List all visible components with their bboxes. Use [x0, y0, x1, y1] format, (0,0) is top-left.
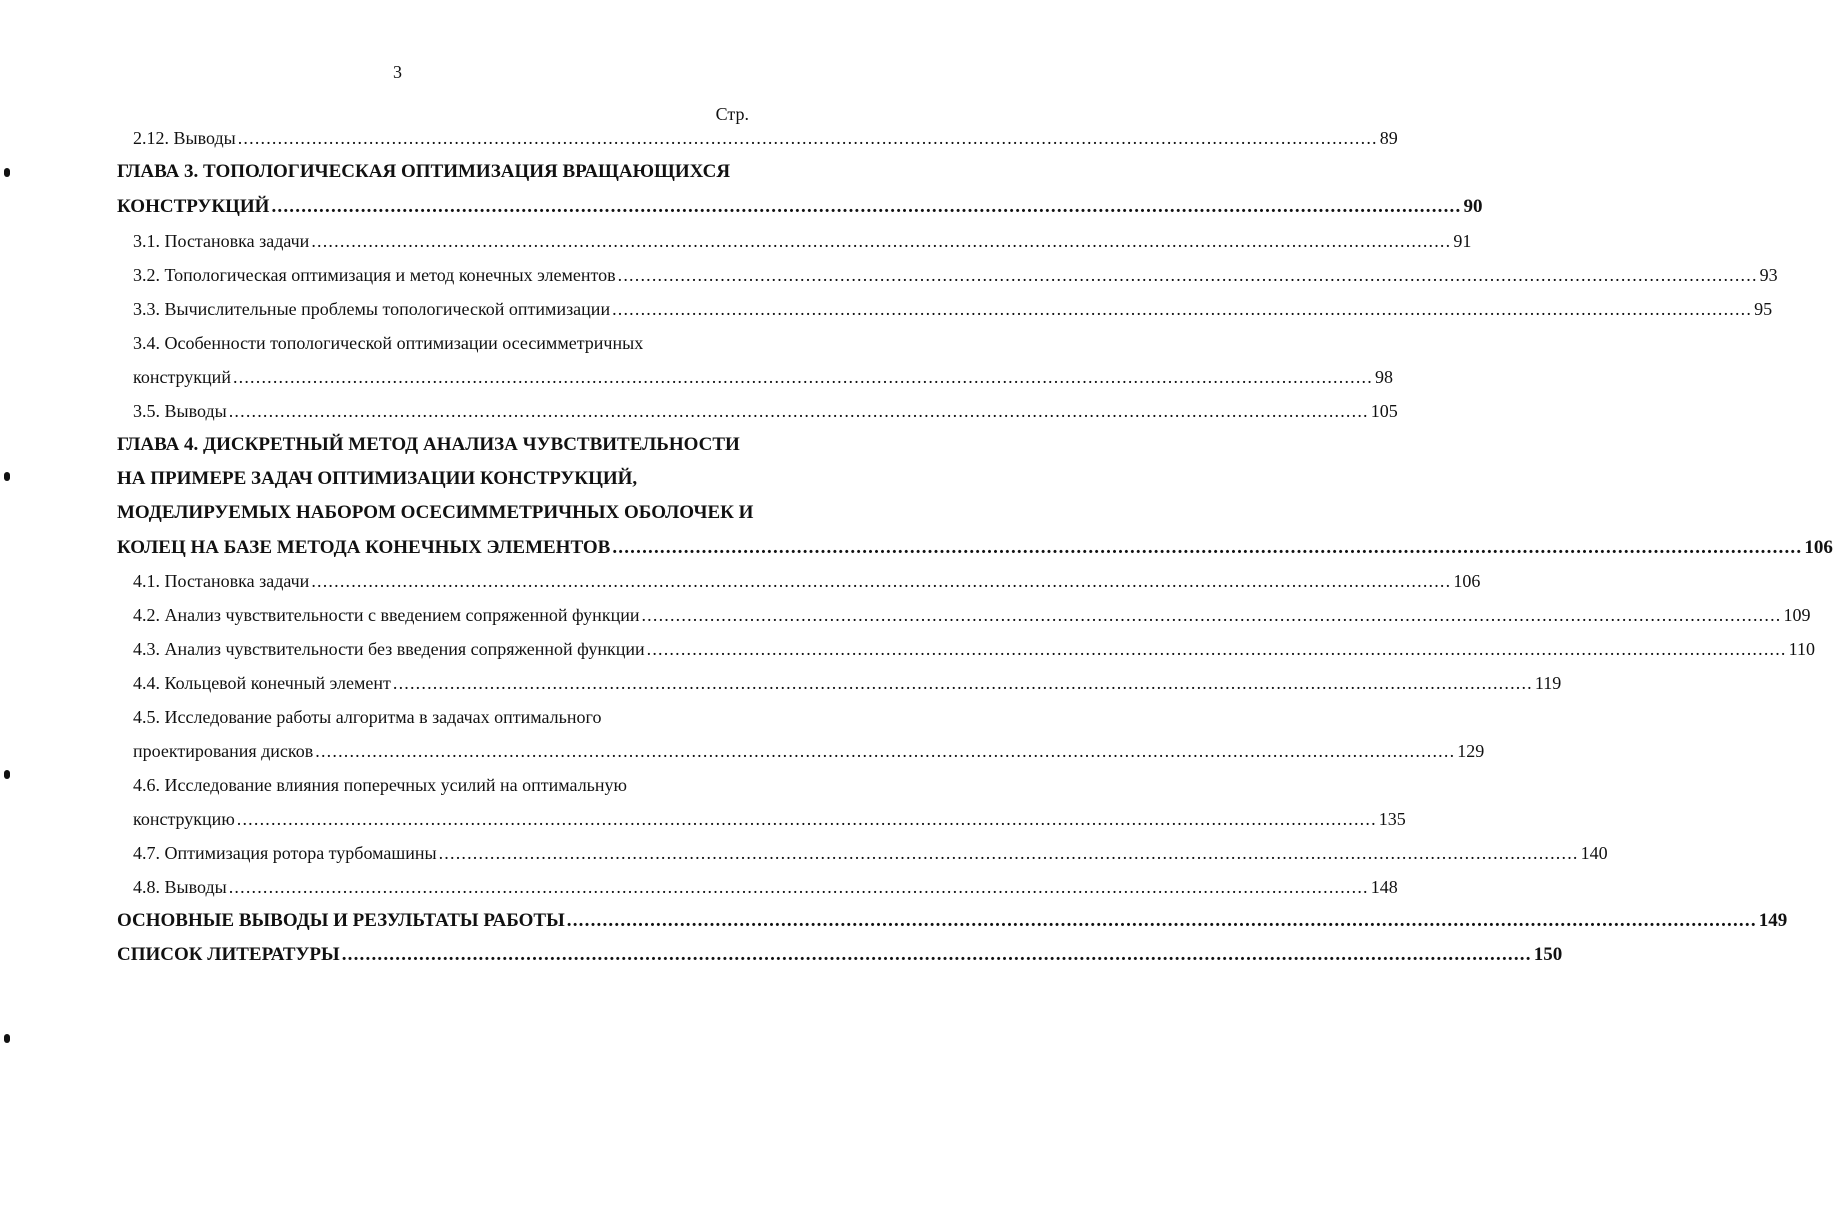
toc-entry-page: 150	[1533, 944, 1563, 965]
toc-entry-title: 4.6. Исследование влияния поперечных усилий на оптимальную	[133, 775, 627, 795]
toc-entry-page: 129	[1457, 741, 1485, 761]
toc-entry-title: конструкций	[133, 367, 231, 387]
toc-entry-page: 95	[1754, 299, 1773, 319]
toc-entry-page: 149	[1758, 910, 1788, 931]
toc-chapter-title: ГЛАВА 3. ТОПОЛОГИЧЕСКАЯ ОПТИМИЗАЦИЯ ВРАЩАЮЩИХСЯ	[117, 161, 731, 182]
toc-entry-page: 119	[1534, 673, 1562, 693]
toc-entry-page: 109	[1783, 605, 1811, 625]
toc-entry-page: 90	[1463, 196, 1483, 217]
toc-entry-page: 91	[1453, 231, 1472, 251]
toc-entry-page: 93	[1759, 265, 1778, 285]
toc-entry-page: 89	[1379, 128, 1398, 148]
toc-entry-title: 4.7. Оптимизация ротора турбомашины	[133, 843, 437, 863]
toc-entry-title: 4.4. Кольцевой конечный элемент	[133, 673, 391, 693]
binding-hole-mark	[4, 472, 10, 481]
toc-entry-page: 140	[1580, 843, 1608, 863]
toc-entry-4-4[interactable]: 4.4. Кольцевой конечный элемент ........................................................................................................................................................................................................ 119	[0, 670, 795, 696]
toc-chapter-references[interactable]: СПИСОК ЛИТЕРАТУРЫ ........................................................................................................................................................................................................ 150	[0, 942, 795, 968]
toc-entry-page: 105	[1370, 401, 1398, 421]
binding-hole-mark	[4, 770, 10, 779]
toc-chapter-4-line-4[interactable]: КОЛЕЦ НА БАЗЕ МЕТОДА КОНЕЧНЫХ ЭЛЕМЕНТОВ ........................................................................................................................................................................................................ 106	[0, 535, 795, 561]
toc-chapter-3-line-1[interactable]	[0, 159, 795, 185]
toc-chapter-title: МОДЕЛИРУЕМЫХ НАБОРОМ ОСЕСИММЕТРИЧНЫХ ОБОЛОЧЕК И	[117, 502, 754, 523]
toc-entry-title: 3.5. Выводы	[133, 401, 227, 421]
toc-entry-4-6-line-2[interactable]: конструкцию ........................................................................................................................................................................................................ 135	[0, 806, 795, 832]
toc-entry-3-1[interactable]: 3.1. Постановка задачи ........................................................................................................................................................................................................ 91	[0, 228, 795, 254]
toc-chapter-results[interactable]: ОСНОВНЫЕ ВЫВОДЫ И РЕЗУЛЬТАТЫ РАБОТЫ ........................................................................................................................................................................................................ 149	[0, 908, 795, 934]
toc-chapter-4-line-3[interactable]	[0, 500, 795, 526]
toc-chapter-title: КОЛЕЦ НА БАЗЕ МЕТОДА КОНЕЧНЫХ ЭЛЕМЕНТОВ	[117, 537, 611, 558]
toc-entry-title: конструкцию	[133, 809, 235, 829]
toc-entry-4-3[interactable]: 4.3. Анализ чувствительности без введения сопряженной функции ........................................................................................................................................................................................................ 110	[0, 636, 795, 662]
page-column-label: Стр.	[715, 104, 749, 124]
toc-entry-3-4-line-2[interactable]: конструкций ........................................................................................................................................................................................................ 98	[0, 364, 795, 390]
toc-entry-title: 4.5. Исследование работы алгоритма в задачах оптимального	[133, 707, 602, 727]
toc-entry-title: проектирования дисков	[133, 741, 314, 761]
toc-entry-3-3[interactable]: 3.3. Вычислительные проблемы топологической оптимизации ........................................................................................................................................................................................................ 95	[0, 296, 795, 322]
toc-entry-title: 3.1. Постановка задачи	[133, 231, 310, 251]
toc-entry-page: 98	[1374, 367, 1393, 387]
toc-entry-page: 148	[1370, 877, 1398, 897]
toc-chapter-title: СПИСОК ЛИТЕРАТУРЫ	[117, 944, 340, 965]
toc-chapter-3-line-2[interactable]: КОНСТРУКЦИЙ ........................................................................................................................................................................................................ 90	[0, 194, 795, 220]
toc-entry-title: 4.3. Анализ чувствительности без введения сопряженной функции	[133, 639, 645, 659]
toc-entry-page: 110	[1788, 639, 1815, 659]
toc-entry-title: 3.3. Вычислительные проблемы топологической оптимизации	[133, 299, 611, 319]
binding-hole-mark	[4, 1034, 10, 1043]
toc-entry-page: 106	[1453, 571, 1481, 591]
toc-chapter-title: ГЛАВА 4. ДИСКРЕТНЫЙ МЕТОД АНАЛИЗА ЧУВСТВИТЕЛЬНОСТИ	[117, 434, 740, 455]
toc-chapter-4-line-1[interactable]	[0, 432, 795, 458]
toc-entry-4-1[interactable]: 4.1. Постановка задачи ........................................................................................................................................................................................................ 106	[0, 568, 795, 594]
toc-entry-2-12[interactable]: 2.12. Выводы ........................................................................................................................................................................................................ 89	[0, 125, 795, 151]
toc-entry-title: 4.1. Постановка задачи	[133, 571, 310, 591]
toc-entry-title: 2.12. Выводы	[133, 128, 236, 148]
toc-entry-page: 135	[1378, 809, 1406, 829]
toc-entry-3-2[interactable]: 3.2. Топологическая оптимизация и метод конечных элементов ........................................................................................................................................................................................................ 93	[0, 262, 795, 288]
toc-chapter-title: НА ПРИМЕРЕ ЗАДАЧ ОПТИМИЗАЦИИ КОНСТРУКЦИЙ,	[117, 468, 638, 489]
toc-entry-title: 4.8. Выводы	[133, 877, 227, 897]
toc-entry-3-4-line-1[interactable]	[0, 330, 795, 356]
toc-entry-3-5[interactable]: 3.5. Выводы ........................................................................................................................................................................................................ 105	[0, 398, 795, 424]
binding-hole-mark	[4, 168, 10, 177]
toc-entry-4-7[interactable]: 4.7. Оптимизация ротора турбомашины ........................................................................................................................................................................................................ 140	[0, 840, 795, 866]
page-number: 3	[393, 62, 402, 82]
toc-entry-4-8[interactable]: 4.8. Выводы ........................................................................................................................................................................................................ 148	[0, 874, 795, 900]
toc-entry-title: 3.4. Особенности топологической оптимизации осесимметричных	[133, 333, 644, 353]
toc-entry-4-5-line-1[interactable]	[0, 704, 795, 730]
toc-entry-4-5-line-2[interactable]: проектирования дисков ........................................................................................................................................................................................................ 129	[0, 738, 795, 764]
toc-entry-title: 3.2. Топологическая оптимизация и метод конечных элементов	[133, 265, 616, 285]
toc-entry-4-6-line-1[interactable]	[0, 772, 795, 798]
toc-chapter-4-line-2[interactable]	[0, 466, 795, 492]
toc-chapter-title: ОСНОВНЫЕ ВЫВОДЫ И РЕЗУЛЬТАТЫ РАБОТЫ	[117, 910, 565, 931]
toc-entry-title: 4.2. Анализ чувствительности с введением сопряженной функции	[133, 605, 640, 625]
toc-entry-page: 106	[1804, 537, 1833, 558]
toc-chapter-title: КОНСТРУКЦИЙ	[117, 196, 270, 217]
toc-entry-4-2[interactable]: 4.2. Анализ чувствительности с введением сопряженной функции ........................................................................................................................................................................................................ 109	[0, 602, 795, 628]
